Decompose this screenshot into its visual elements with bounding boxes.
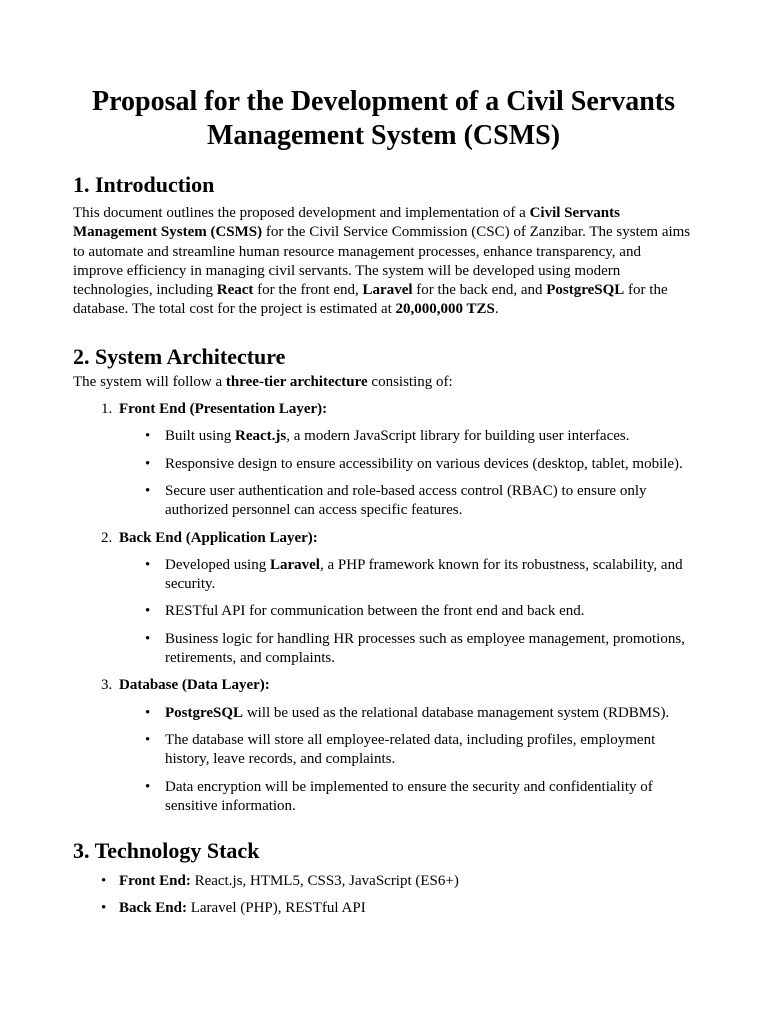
bullet-icon: • — [101, 900, 107, 917]
layer-item-database — [73, 676, 694, 816]
bullet-icon: • — [145, 704, 151, 721]
bullet-icon: • — [145, 731, 151, 748]
list-item: • The database will store all employee-related data, including profiles, employment history, leave records, and complaints. — [145, 731, 656, 768]
bullet-icon: • — [145, 428, 151, 445]
section-heading-system-architecture: 2. System Architecture — [73, 343, 286, 369]
bullet-icon: • — [145, 556, 151, 573]
list-item: • Responsive design to ensure accessibility on various devices (desktop, tablet, mobile). — [119, 455, 694, 474]
layer-item-front-end — [73, 400, 694, 520]
list-item: • Business logic for handling HR processes such as employee management, promotions, retirements, and complaints. — [145, 630, 685, 667]
layer-title: Back End (Application Layer): — [119, 529, 318, 546]
bullet-icon: • — [145, 455, 151, 472]
document-title: Proposal for the Development of a Civil Servants Management System (CSMS) — [91, 86, 676, 151]
layer-item-back-end — [73, 529, 694, 669]
list-item: • RESTful API for communication between the front end and back end. — [119, 602, 694, 621]
list-item: • Secure user authentication and role-based access control (RBAC) to ensure only authorized personnel can access specific features. — [145, 482, 647, 519]
list-number: 2. — [101, 529, 113, 546]
list-item: • Front End: React.js, HTML5, CSS3, JavaScript (ES6+) — [73, 872, 694, 891]
architecture-intro-paragraph: The system will follow a three-tier architecture consisting of: — [73, 373, 453, 390]
introduction-paragraph: This document outlines the proposed development and implementation of a Civil Servants Management System (CSMS) for the Civil Service Commission (CSC) of Zanzibar. The system aims to automate and streamline human resource management processes, enhance transparency, and improve efficiency in managing civil servants. The system will be developed using modern technologies, including React for the front end, Laravel for the back end, and PostgreSQL for the database. The total cost for the project is estimated at 20,000,000 TZS. — [73, 205, 691, 318]
list-item: • PostgreSQL will be used as the relational database management system (RDBMS). — [119, 704, 694, 723]
list-item: • Back End: Laravel (PHP), RESTful API — [73, 899, 694, 918]
list-item: • Developed using Laravel, a PHP framework known for its robustness, scalability, and security. — [145, 556, 683, 593]
list-number: 1. — [101, 401, 113, 418]
architecture-layer-list — [73, 400, 694, 816]
layer-bullet-list — [119, 556, 694, 668]
bullet-icon: • — [145, 603, 151, 620]
layer-bullet-list — [119, 704, 694, 816]
bullet-icon: • — [101, 873, 107, 890]
layer-title: Database (Data Layer): — [119, 677, 270, 694]
layer-bullet-list — [119, 427, 694, 520]
section-heading-introduction: 1. Introduction — [73, 172, 215, 197]
section-heading-technology-stack: 3. Technology Stack — [73, 838, 260, 864]
bullet-icon: • — [145, 482, 151, 499]
bullet-icon: • — [145, 630, 151, 647]
list-item: • Data encryption will be implemented to ensure the security and confidentiality of sensitive information. — [145, 778, 653, 814]
list-number: 3. — [101, 677, 113, 694]
list-item: • Built using React.js, a modern JavaScript library for building user interfaces. — [119, 427, 694, 446]
layer-title: Front End (Presentation Layer): — [119, 401, 328, 418]
bullet-icon: • — [145, 778, 151, 795]
technology-stack-list — [73, 872, 694, 919]
